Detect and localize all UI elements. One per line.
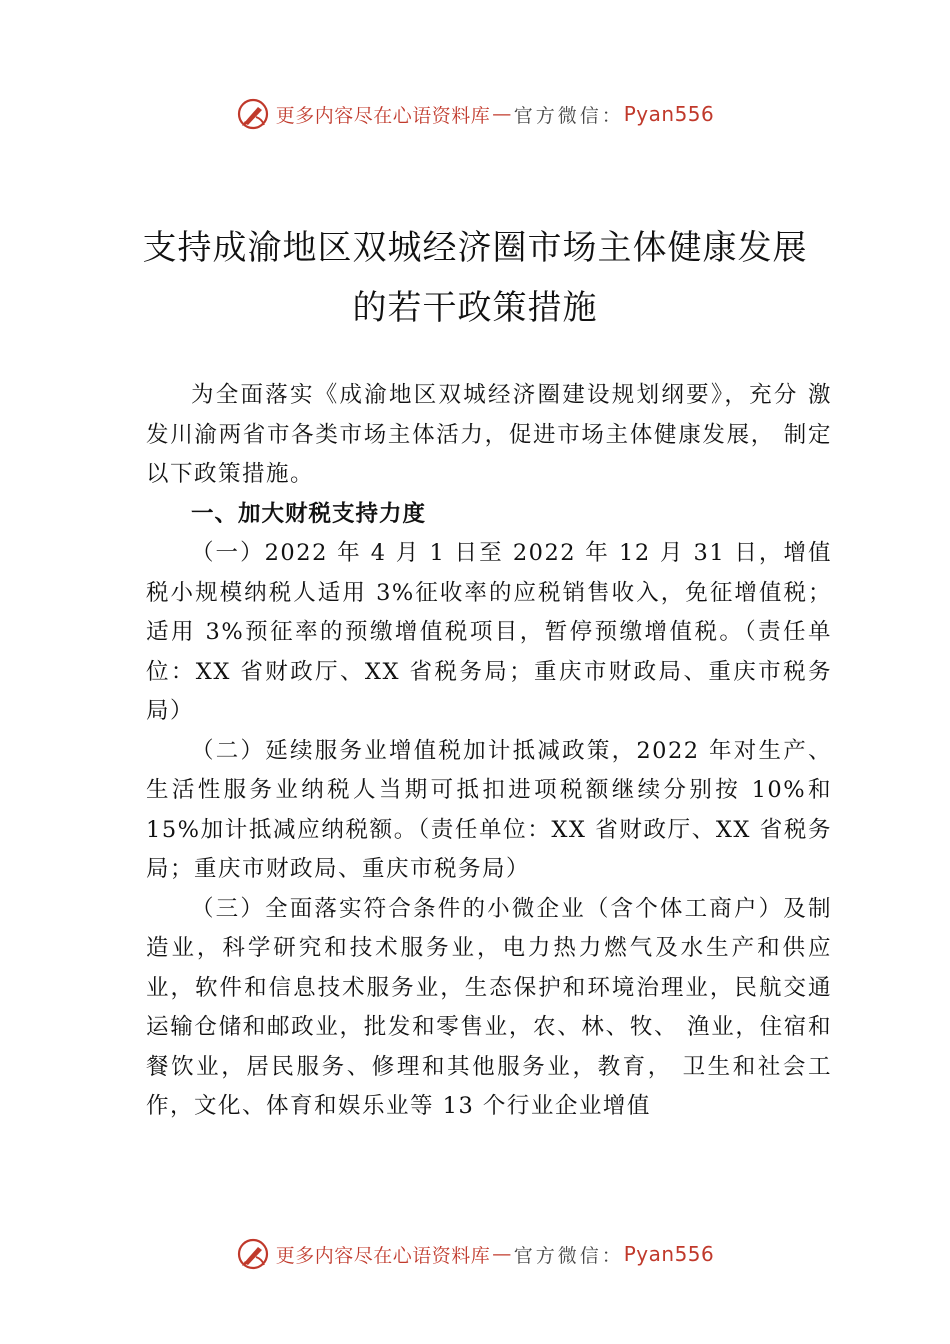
- clause-paragraph-2: （二）延续服务业增值税加计抵减政策，2022 年对生产、生活性服务业纳税人当期可抵扣进项税额继续分别按 10%和15%加计抵减应纳税额。（责任单位：XX 省财政厅、XX 省税务局；重庆市财政局、重庆市税务局）: [146, 737, 832, 882]
- header-watermark: [0, 94, 950, 134]
- intro-paragraph: 为全面落实《成渝地区双城经济圈建设规划纲要》，充分 激发川渝两省市各类市场主体活力，促进市场主体健康发展， 制定以下政策措施。: [146, 382, 832, 487]
- section-heading: 一、加大财税支持力度: [191, 500, 427, 527]
- clause-paragraph-1: （一）2022 年 4 月 1 日至 2022 年 12 月 31 日，增值税小规模纳税人适用 3%征收率的应税销售收入，免征增值税； 适用 3%预征率的预缴增值税项目，暂停预缴增值税。（责任单位：XX 省财政厅、XX 省税务局；重庆市财政局、重庆市税务局）: [146, 540, 832, 724]
- watermark-brand: 更多内容尽在心语资料库: [275, 1244, 491, 1267]
- document-title: 支持成渝地区双城经济圈市场主体健康发展的若干政策措施: [142, 228, 808, 328]
- watermark-wechat-id: Pyan556: [623, 102, 715, 126]
- clause-paragraph-3: （三）全面落实符合条件的小微企业（含个体工商户）及制造业，科学研究和技术服务业，电力热力燃气及水生产和供应业，软件和信息技术服务业，生态保护和环境治理业，民航交通运输仓储和邮政业，批发和零售业，农、林、牧、 渔业，住宿和餐饮业，居民服务、修理和其他服务业，教育， 卫生和社会工作，文化、体育和娱乐业等 13 个行业企业增值: [146, 895, 832, 1119]
- pen-logo-icon: [236, 1237, 270, 1271]
- watermark-brand: 更多内容尽在心语资料库: [275, 104, 491, 127]
- document-body: [146, 376, 832, 1127]
- watermark-dash: —: [492, 103, 512, 125]
- watermark-wechat-id: Pyan556: [623, 1242, 715, 1266]
- footer-watermark: [0, 1234, 950, 1274]
- watermark-official-label: 官方微信：: [513, 104, 624, 127]
- watermark-dash: —: [492, 1243, 512, 1265]
- pen-logo-icon: [236, 97, 270, 131]
- watermark-official-label: 官方微信：: [513, 1244, 624, 1267]
